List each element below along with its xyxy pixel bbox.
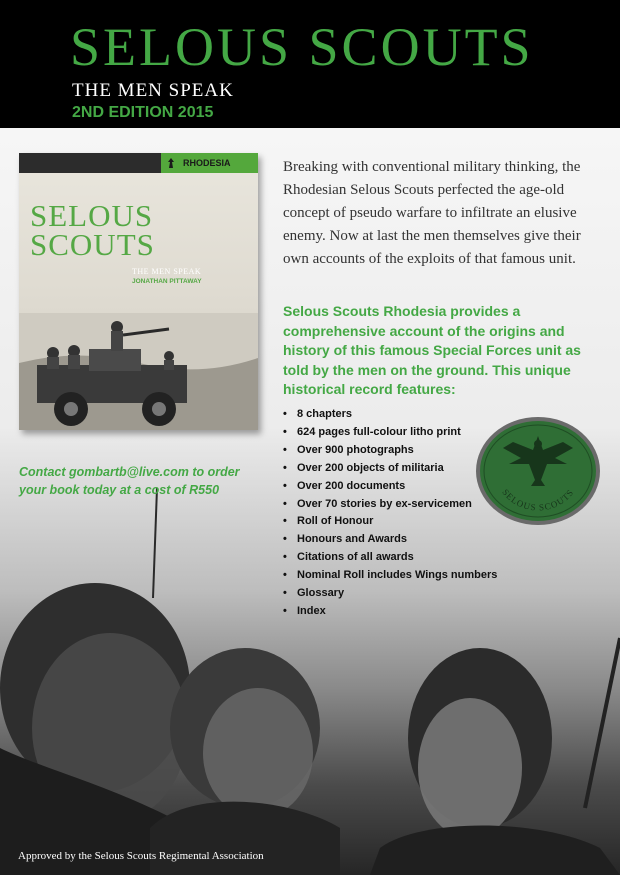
book-author: JONATHAN PITTAWAY	[132, 278, 202, 285]
intro-paragraph: Breaking with conventional military thinking, the Rhodesian Selous Scouts perfected the age-old concept of pseudo warfare to infiltrate an elusive enemy. Now at last the men themselves give their own accounts of the exploits of that famous unit.	[283, 159, 581, 267]
book-title-line-2: SCOUTS	[30, 227, 155, 262]
footer-approval-note: Approved by the Selous Scouts Regimental Association	[18, 850, 264, 862]
bullet-icon: •	[283, 461, 287, 474]
edition-label: 2ND EDITION 2015	[72, 104, 214, 121]
list-item: • Over 900 photographs	[283, 442, 513, 460]
list-item: • Over 200 objects of militaria	[283, 460, 513, 478]
bullet-icon: •	[283, 604, 287, 617]
list-item: • Roll of Honour	[283, 513, 513, 531]
contact-line-1[interactable]: Contact gombartb@live.com to order	[19, 465, 240, 479]
book-series-label: RHODESIA	[183, 158, 231, 168]
list-item: • 8 chapters	[283, 406, 513, 424]
bullet-icon: •	[283, 515, 287, 528]
bullet-icon: •	[283, 479, 287, 492]
bullet-icon: •	[283, 569, 287, 582]
list-item: • Honours and Awards	[283, 531, 513, 549]
list-item: • Index	[283, 603, 513, 621]
bullet-icon: •	[283, 408, 287, 420]
bullet-icon: •	[283, 533, 287, 546]
list-item: • Citations of all awards	[283, 549, 513, 567]
list-item: • Over 70 stories by ex-servicemen	[283, 496, 513, 514]
book-cover	[19, 153, 258, 430]
page-title: SELOUS SCOUTS	[70, 17, 534, 77]
rhodesia-bird-icon	[165, 157, 177, 169]
page-subtitle: THE MEN SPEAK	[72, 80, 234, 101]
book-title	[30, 198, 230, 262]
contact-info	[19, 463, 279, 499]
bullet-icon: •	[283, 587, 287, 600]
bullet-icon: •	[283, 425, 287, 438]
list-item: • Over 200 documents	[283, 478, 513, 496]
list-item: • Nominal Roll includes Wings numbers	[283, 567, 513, 585]
bullet-icon: •	[283, 443, 287, 456]
svg-text:SELOUS SCOUTS: SELOUS SCOUTS	[500, 487, 576, 513]
book-title-line-1: SELOUS	[30, 198, 154, 233]
book-subtitle: THE MEN SPEAK	[132, 267, 202, 276]
contact-line-2: your book today at a cost of R550	[19, 483, 220, 497]
list-item: • 624 pages full-colour litho print	[283, 424, 513, 442]
list-item: • Glossary	[283, 585, 513, 603]
bullet-icon: •	[283, 551, 287, 564]
selous-scouts-badge-icon	[473, 414, 603, 528]
header-banner	[0, 0, 620, 128]
bullet-icon: •	[283, 497, 287, 510]
description-paragraph: Selous Scouts Rhodesia provides a comprehensive account of the origins and history of this famous Special Forces unit as told by the men on the ground. This unique historical record features:	[283, 303, 581, 398]
